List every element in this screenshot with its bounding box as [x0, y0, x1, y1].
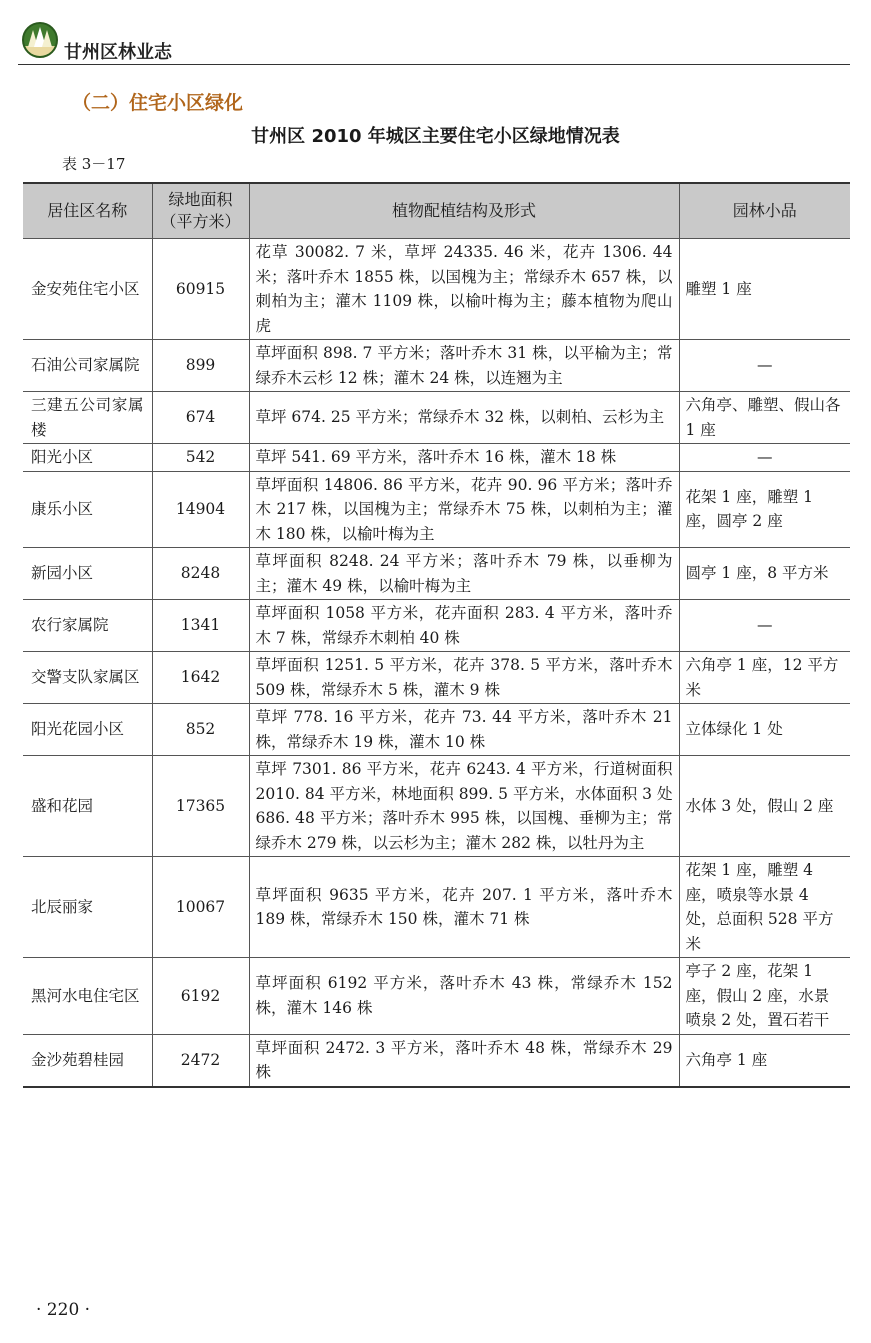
section-heading: （二）住宅小区绿化 [72, 92, 244, 114]
row-features: — [679, 444, 850, 472]
page-number: · 220 · [36, 1300, 91, 1320]
row-area: 852 [152, 704, 249, 756]
row-features: — [679, 600, 850, 652]
row-name: 交警支队家属区 [23, 652, 152, 704]
table-row [23, 392, 850, 444]
row-area: 674 [152, 392, 249, 444]
row-features: 立体绿化 1 处 [679, 704, 850, 756]
row-plants: 草坪 778. 16 平方米，花卉 73. 44 平方米，落叶乔木 21 株，常绿乔木 19 株，灌木 10 株 [249, 704, 679, 756]
row-name: 阳光小区 [23, 444, 152, 472]
row-name: 黑河水电住宅区 [23, 958, 152, 1035]
table-header-row [23, 183, 850, 239]
row-features: 圆亭 1 座，8 平方米 [679, 548, 850, 600]
table-row [23, 652, 850, 704]
row-plants: 草坪面积 2472. 3 平方米，落叶乔木 48 株，常绿乔木 29 株 [249, 1034, 679, 1087]
row-name: 新园小区 [23, 548, 152, 600]
table-row [23, 756, 850, 857]
row-name: 阳光花园小区 [23, 704, 152, 756]
row-name: 石油公司家属院 [23, 340, 152, 392]
column-header-features: 园林小品 [679, 183, 850, 239]
forest-tree-icon [22, 22, 58, 58]
row-features: 亭子 2 座，花架 1 座，假山 2 座，水景喷泉 2 处，置石若干 [679, 958, 850, 1035]
table-row [23, 548, 850, 600]
table-row [23, 471, 850, 548]
page-header [18, 18, 850, 65]
row-plants: 草坪面积 8248. 24 平方米；落叶乔木 79 株，以垂柳为主；灌木 49 株，以榆叶梅为主 [249, 548, 679, 600]
row-area: 1642 [152, 652, 249, 704]
table-title: 甘州区 2010 年城区主要住宅小区绿地情况表 [251, 126, 620, 147]
row-name: 北辰丽家 [23, 857, 152, 958]
row-plants: 草坪 541. 69 平方米，落叶乔木 16 株，灌木 18 株 [249, 444, 679, 472]
row-features: 水体 3 处，假山 2 座 [679, 756, 850, 857]
row-area: 17365 [152, 756, 249, 857]
row-name: 金沙苑碧桂园 [23, 1034, 152, 1087]
table-row [23, 1034, 850, 1087]
row-features: 六角亭 1 座 [679, 1034, 850, 1087]
row-area: 14904 [152, 471, 249, 548]
row-features: 花架 1 座，雕塑 4 座，喷泉等水景 4 处，总面积 528 平方米 [679, 857, 850, 958]
table-row [23, 444, 850, 472]
row-name: 农行家属院 [23, 600, 152, 652]
row-area: 10067 [152, 857, 249, 958]
row-features: 六角亭、雕塑、假山各 1 座 [679, 392, 850, 444]
row-name: 盛和花园 [23, 756, 152, 857]
row-area: 8248 [152, 548, 249, 600]
row-area: 60915 [152, 239, 249, 340]
table-row [23, 958, 850, 1035]
row-features: 雕塑 1 座 [679, 239, 850, 340]
row-plants: 草坪面积 14806. 86 平方米，花卉 90. 96 平方米；落叶乔木 217 株，以国槐为主；常绿乔木 75 株，以刺柏为主；灌木 180 株，以榆叶梅为主 [249, 471, 679, 548]
row-plants: 草坪面积 898. 7 平方米；落叶乔木 31 株，以平榆为主；常绿乔木云杉 12 株；灌木 24 株，以连翘为主 [249, 340, 679, 392]
row-plants: 草坪 7301. 86 平方米，花卉 6243. 4 平方米，行道树面积 2010. 84 平方米，林地面积 899. 5 平方米，水体面积 3 处 686. 48 平方米；落叶乔木 995 株，以国槐、垂柳为主；常绿乔木 279 株，以云杉为主；灌木 282 株，以牡丹为主 [249, 756, 679, 857]
table-body [23, 239, 850, 1087]
residential-greening-table [23, 182, 850, 1088]
row-name: 金安苑住宅小区 [23, 239, 152, 340]
row-features: — [679, 340, 850, 392]
row-plants: 草坪面积 1058 平方米，花卉面积 283. 4 平方米，落叶乔木 7 株，常绿乔木刺柏 40 株 [249, 600, 679, 652]
row-features: 六角亭 1 座，12 平方米 [679, 652, 850, 704]
row-area: 2472 [152, 1034, 249, 1087]
table-row [23, 239, 850, 340]
table-row [23, 340, 850, 392]
row-area: 899 [152, 340, 249, 392]
row-name: 康乐小区 [23, 471, 152, 548]
row-area: 6192 [152, 958, 249, 1035]
row-area: 542 [152, 444, 249, 472]
column-header-name: 居住区名称 [23, 183, 152, 239]
row-area: 1341 [152, 600, 249, 652]
row-plants: 花草 30082. 7 米，草坪 24335. 46 米，花卉 1306. 44 米；落叶乔木 1855 株，以国槐为主；常绿乔木 657 株，以刺柏为主；灌木 1109 株，以榆叶梅为主；藤本植物为爬山虎 [249, 239, 679, 340]
row-features: 花架 1 座，雕塑 1 座，圆亭 2 座 [679, 471, 850, 548]
row-plants: 草坪 674. 25 平方米；常绿乔木 32 株，以刺柏、云杉为主 [249, 392, 679, 444]
row-name: 三建五公司家属楼 [23, 392, 152, 444]
column-header-plants: 植物配植结构及形式 [249, 183, 679, 239]
row-plants: 草坪面积 9635 平方米，花卉 207. 1 平方米，落叶乔木 189 株，常绿乔木 150 株，灌木 71 株 [249, 857, 679, 958]
row-plants: 草坪面积 1251. 5 平方米，花卉 378. 5 平方米，落叶乔木 509 株，常绿乔木 5 株，灌木 9 株 [249, 652, 679, 704]
table-row [23, 704, 850, 756]
book-title: 甘州区林业志 [64, 42, 172, 63]
row-plants: 草坪面积 6192 平方米，落叶乔木 43 株，常绿乔木 152 株，灌木 146 株 [249, 958, 679, 1035]
table-row [23, 600, 850, 652]
column-header-area: 绿地面积（平方米） [152, 183, 249, 239]
table-row [23, 857, 850, 958]
table-number: 表 3－17 [62, 155, 126, 173]
